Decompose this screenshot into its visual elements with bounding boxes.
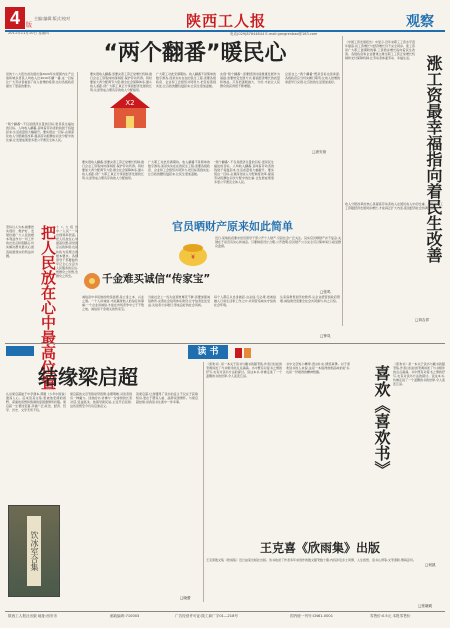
book-cover-title-text: 饮冰室合集 — [30, 531, 39, 571]
svg-text:X2: X2 — [125, 99, 135, 107]
page-header — [0, 0, 450, 40]
main-col-a: “两个翻番”,不仅是经济总量的目标,更是民生福祉的目标。人均收入翻番,意味着劳动者的钱袋子将鼓起来,生活质量将大幅提升。要实现这一目标,必须深化收入分配制度改革,提高劳动报酬在初次分配中的比重,让发展成果更多更公平惠及全体人民。 — [6, 122, 74, 143]
page-number: 4 — [9, 8, 20, 28]
reading-section-bar — [6, 346, 34, 356]
reading-author-2: □晓蕾 — [180, 596, 191, 600]
main-col-d: 实现“两个翻番”,需要经济持续健康发展作为基础,需要转变发展方式,提高经济增长的质量和效益。只有把蛋糕做大、分好,才能让人民群众的获得感不断增强。 — [220, 72, 280, 89]
section-name: 观察 — [406, 14, 434, 30]
mid-headline: 官员晒财产原来如此简单 — [172, 220, 293, 233]
reading-author-1: □何凯 — [425, 563, 436, 567]
reading-section-label — [188, 345, 228, 359]
reading-col1: 认识梁启超始于中学课本,那篇《少年中国说》激荡人心。后来读其文集,更被他宏阔的视野、深邃的思想和饱满的爱国激情所折服。梁启超一生著述宏富,涉猎广泛,政治、经济、哲学、历史、文学无所不包。 — [6, 392, 66, 413]
header-rule — [5, 30, 445, 32]
reading-far-right-col: 《喜欢书》是一本关于读书与藏书的随笔集,作者以轻松的笔调讲述了与书相伴的点点滴滴。书中既有对爱书之情的抒写,也有对读书方法的探讨。读这本书,仿佛走进了一个温馨的书的世界,令人流连忘返。 — [393, 362, 445, 387]
mid-col1: 近日,某地政府要求党员领导干部公开个人财产,引起社会广泛关注。其实官员晒财产并不复杂,关键在于是否有决心和诚意。只要制度设计合理,公开透明,官员财产公示完全可以简单易行,接受群众监督。 — [215, 236, 341, 249]
side-vertical-body: 十八大报告中,“人民”一词出现频率很高。把人民放在心中最高位置,是党的宗旨的体现,也是执政为民理念的根本要求。各级领导干部要始终牢记全心全意为人民服务的宗旨,想群众之所想,急群众之所急。 — [56, 225, 78, 279]
main-col-e: 总而言之,“两个翻番”既是目标也是承诺,各级政府应当切实履行职责,让收入倍增的承诺早日兑现,让百姓的生活更加美好。 — [285, 72, 340, 85]
reading-section-label-text: 读 书 — [197, 347, 219, 357]
page-number-sub: 版 — [26, 22, 33, 29]
reading-col3: 读梁启超,让我懂得了读书的意义不仅在于获取知识,更在于塑造人格、涵养家国情怀。与梁启超结缘,是我读书生涯中一件幸事。 — [136, 392, 198, 405]
side-vertical-body-left: 坚持以人为本,就要把实现好、维护好、发展好最广大人民的根本利益作为一切工作的出发点和落脚点,切实解决群众最关心最直接最现实的利益问题。 — [6, 225, 34, 258]
left-intro: 党的十八大报告首次提出到2020年实现国内生产总值和城乡居民人均收入比2010年翻一番,这一目标让广大劳动者看到了收入倍增的希望,也对各级政府提出了更高的要求。 — [6, 72, 74, 89]
reading-right-vertical-headline-text: 喜欢《喜欢书》 — [372, 365, 391, 477]
main-author: □唐安琼 — [312, 150, 327, 154]
paper-title: 陕西工人报 — [186, 12, 267, 30]
footer-right: 国内统一刊号:CN61-0001 — [290, 614, 333, 618]
mid-left-col: 要实现收入翻番,需要完善工资正常增长机制,推行企业工资集体协商制度,保护劳动所得。同时要加大再分配调节力度,健全社会保障体系,缩小收入差距,使广大职工真正分享到经济发展的红利,从而形成合理有序的收入分配格局。 — [82, 160, 144, 181]
sub-col4: 从家庭教育到学校教育,从企业经营到政府管理,诚信建设需要全社会共同参与,持之以恒。 — [280, 295, 340, 304]
red-house-illustration — [100, 88, 160, 136]
side-vertical-headline-text: 把人民放在心中最高位置 — [39, 225, 57, 390]
sub-col3: 每个人都应从自身做起,言必信,行必果,把诚信融入日常生活和工作之中,共同营造诚实守信的社会环境。 — [214, 295, 276, 308]
reading-col2: 梁启超的文章笔锋常带感情,条理明晰,对读者别有一种魔力。读他的书,仿佛与一位睿智的长者对话,受益匪浅。他倡导新民说,主张开启民智,这些思想至今仍有启迪意义。 — [70, 392, 132, 409]
book-cover-title — [27, 516, 41, 586]
divider — [203, 362, 204, 602]
reading-bottom-headline: 王克喜《欣雨集》出版 — [260, 541, 381, 555]
right-vertical-headline-text: 涨工资最幸福指向着民生改善 — [424, 55, 443, 263]
section-rule — [5, 343, 445, 344]
edition-label: 主编:编辑:版式:校对 — [34, 16, 71, 21]
edition-date: 2011年11月10日 星期四 — [8, 31, 49, 35]
reading-bottom-col: 王克喜散文集《欣雨集》近日由某出版社出版。该书收录了作者多年来创作的散文随笔数十篇,内容涉及乡土风情、人生感悟、读书心得等,文笔清新,情真意切。 — [206, 558, 416, 562]
contact-line: 电话(029)87644844 E-mail:gongrenbao@163.com — [230, 32, 318, 36]
main-col-b: 要实现收入翻番,需要完善工资正常增长机制,推行企业工资集体协商制度,保护劳动所得。同时要加大再分配调节力度,健全社会保障体系,缩小收入差距,使广大职工真正分享到经济发展的红利,从而形成合理有序的收入分配格局。 — [90, 72, 152, 93]
jar-illustration — [174, 238, 212, 268]
hand-illustration — [82, 270, 102, 292]
book-cover-image — [8, 505, 60, 597]
main-headline: “两个翻番”暖民心 — [103, 41, 287, 66]
reading-right-vertical-headline — [355, 365, 391, 515]
right-col-2: 收入分配改革的核心是提高劳动者收入在国民收入中的比重。只有让职工工资随经济发展同步增长,才能真正扩大内需,促进经济社会协调发展。 — [345, 202, 443, 211]
footer-mid: 邮政编码:710003 — [110, 614, 140, 618]
svg-text:¥: ¥ — [191, 254, 195, 261]
sub-author: □钟岚 — [320, 334, 331, 338]
mid-left-col3: “两个翻番”,不仅是经济总量的目标,更是民生福祉的目标。人均收入翻番,意味着劳动者的钱袋子将鼓起来,生活质量将大幅提升。要实现这一目标,必须深化收入分配制度改革,提高劳动报酬在初次分配中的比重,让发展成果更多更公平惠及全体人民。 — [214, 160, 274, 185]
reading-right-col-b: 书中文章短小精悍,语言朴实,情感真挚。对于喜欢读书的人来说,这是一本值得细细品味的好书,也是一份难得的精神慰藉。 — [286, 362, 350, 375]
right-col: 《中国工资发展报告》中显示,近年来职工工资水平逐年提高,但工资增长与经济增长仍不完全同步。涨工资是广大职工最期盼的事,工资稳步增长指向着民生改善。各级政府和企业要建立健全职工工资正常增长机制和支付保障机制,让劳动者体面劳动、幸福生活。 — [345, 40, 415, 61]
footer-mid-2: 广告经营许可证:陕工商广字01—218号 — [175, 614, 238, 618]
reading-author-3: □张晓莉 — [418, 604, 433, 608]
sub-col2: 当前社会上一些失信现象屡见不鲜,需要加强诚信教育,完善社会信用体系建设,让守信者处处受益,失信者寸步难行,形成良好的社会风尚。 — [148, 295, 210, 308]
divider — [342, 36, 343, 326]
mid-left-col2: 广大职工对此充满期待。收入翻番不是简单的数字游戏,而是实实在在的民生工程,需要各级政府、企业和工会组织共同努力,把目标落到实处,让百姓的腰包鼓起来,让民生更加温暖。 — [148, 160, 210, 177]
reading-headline: 结缘梁启超 — [38, 365, 138, 389]
footer-left: 陕西工人报社出版 地址:西安市 — [8, 614, 58, 618]
footer-right-2: 零售价:0.5元 本报零售价 — [370, 614, 411, 618]
reading-right-col-a: 《喜欢书》是一本关于读书与藏书的随笔集,作者以轻松的笔调讲述了与书相伴的点点滴滴。书中既有对爱书之情的抒写,也有对读书方法的探讨。读这本书,仿佛走进了一个温馨的书的世界,令人流连忘返。 — [206, 362, 282, 379]
page-number-box — [5, 7, 25, 29]
right-author: □刘吉祥 — [415, 318, 430, 322]
main-col-c: 广大职工对此充满期待。收入翻番不是简单的数字游戏,而是实实在在的民生工程,需要各级政府、企业和工会组织共同努力,把目标落到实处,让百姓的腰包鼓起来,让民生更加温暖。 — [156, 72, 216, 89]
mid-author: □张鸣 — [320, 290, 331, 294]
book-icon — [234, 345, 252, 359]
sub-headline: 千金难买诚信“传家宝” — [102, 273, 211, 285]
footer-rule — [5, 611, 445, 612]
sub-col1: 诚信是中华民族的传统美德,是立身之本、兴业之道。一个人讲诚信,才能赢得他人的信任和尊重;一个企业讲诚信,才能在市场竞争中立于不败之地。诚信是千金难买的传家宝。 — [82, 295, 144, 312]
